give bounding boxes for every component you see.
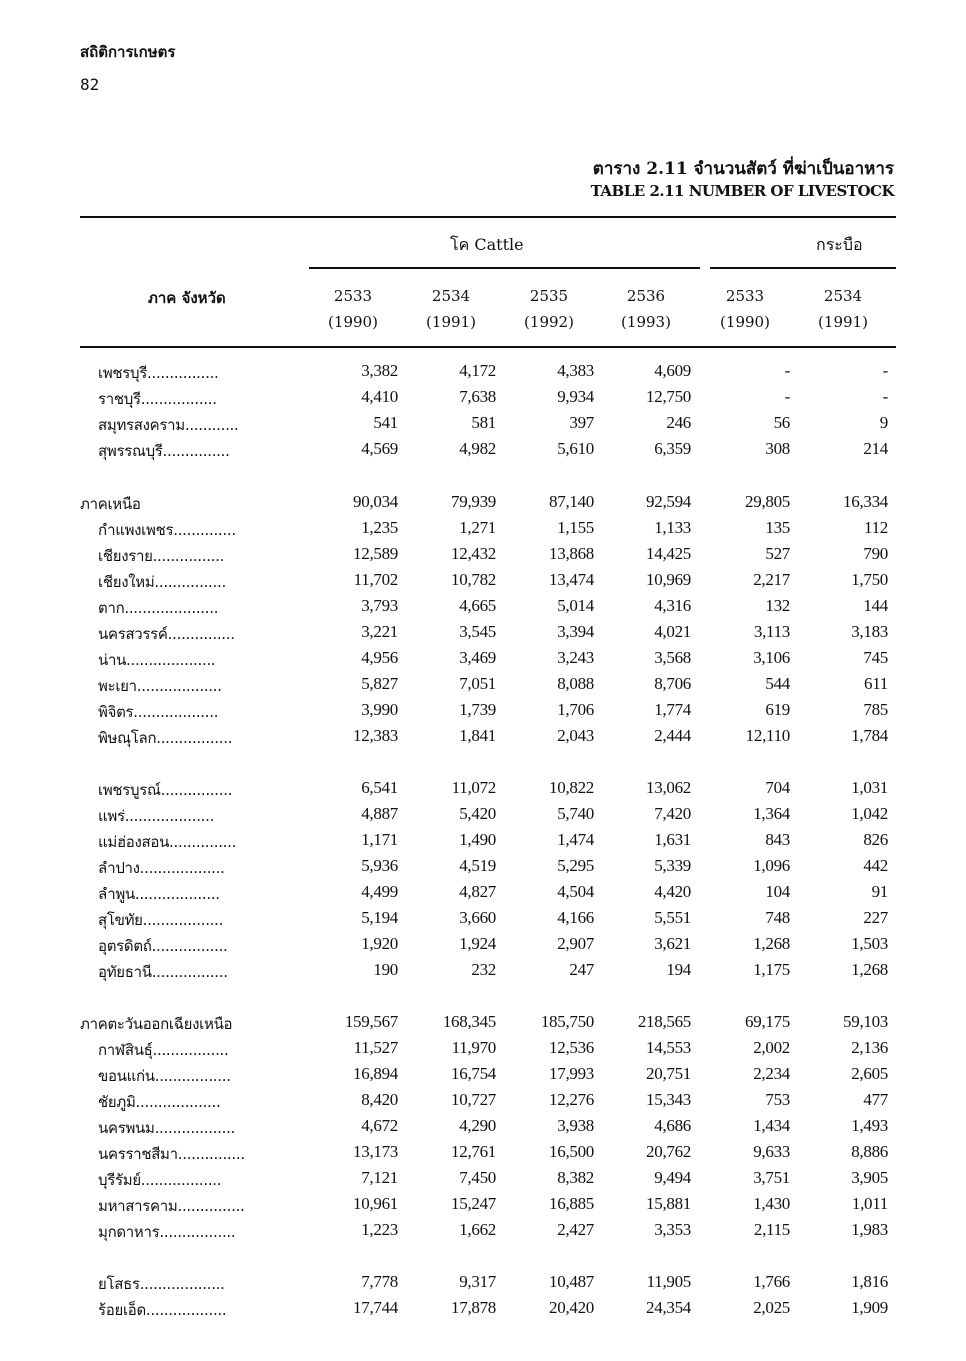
table-row	[0, 1064, 966, 1090]
table-row	[0, 1272, 966, 1298]
table-cell: 3,106	[753, 648, 790, 667]
table-cell: 16,500	[549, 1142, 594, 1161]
table-cell: 4,410	[361, 387, 398, 406]
table-cell: 8,382	[557, 1168, 594, 1187]
table-cell: 14,553	[646, 1038, 691, 1057]
table-cell: 5,014	[557, 596, 594, 615]
table-row	[0, 413, 966, 439]
table-cell: 1,493	[851, 1116, 888, 1135]
table-cell: 247	[569, 960, 594, 979]
table-cell: 1,750	[851, 570, 888, 589]
row-label: สุโขทัย..................	[98, 911, 224, 929]
table-cell: 785	[863, 700, 888, 719]
table-cell: 2,234	[753, 1064, 790, 1083]
column-header: 2534 (1991)	[426, 287, 476, 331]
table-cell: 1,706	[557, 700, 594, 719]
row-label: กำแพงเพชร..............	[98, 521, 236, 539]
table-cell: 843	[765, 830, 790, 849]
table-cell: 10,961	[353, 1194, 398, 1213]
table-cell: 1,784	[851, 726, 888, 745]
table-cell: 69,175	[745, 1012, 790, 1031]
table-cell: 232	[471, 960, 496, 979]
table-cell: 3,113	[753, 622, 790, 641]
table-cell: 1,909	[851, 1298, 888, 1317]
table-cell: 3,221	[361, 622, 398, 641]
table-cell: 619	[765, 700, 790, 719]
table-cell: 704	[765, 778, 790, 797]
table-cell: 15,881	[646, 1194, 691, 1213]
table-cell: 16,754	[451, 1064, 496, 1083]
table-cell: 227	[863, 908, 888, 927]
table-cell: 4,383	[557, 361, 594, 380]
row-label: เพชรบุรี................	[98, 364, 219, 382]
table-cell: 17,878	[451, 1298, 496, 1317]
table-cell: 442	[863, 856, 888, 875]
table-cell: 1,816	[851, 1272, 888, 1291]
table-cell: 104	[765, 882, 790, 901]
table-row	[0, 908, 966, 934]
table-cell: 190	[373, 960, 398, 979]
row-label: ภาคตะวันออกเฉียงเหนือ	[80, 1015, 233, 1033]
table-row	[0, 1038, 966, 1064]
table-cell: 20,751	[646, 1064, 691, 1083]
table-row	[0, 648, 966, 674]
table-cell: 13,173	[353, 1142, 398, 1161]
table-cell: 1,430	[753, 1194, 790, 1213]
table-cell: 3,243	[557, 648, 594, 667]
table-cell: 5,740	[557, 804, 594, 823]
table-cell: 7,051	[459, 674, 496, 693]
table-cell: 7,420	[654, 804, 691, 823]
table-cell: 4,504	[557, 882, 594, 901]
table-cell: 17,744	[353, 1298, 398, 1317]
table-cell: 12,761	[451, 1142, 496, 1161]
table-cell: 397	[569, 413, 594, 432]
table-top-rule	[80, 216, 896, 218]
table-cell: 9,494	[654, 1168, 691, 1187]
table-cell: 4,982	[459, 439, 496, 458]
row-label: พิษณุโลก.................	[98, 729, 233, 747]
table-cell: 4,887	[361, 804, 398, 823]
stub-header: ภาค จังหวัด	[148, 289, 226, 307]
table-cell: 8,420	[361, 1090, 398, 1109]
table-cell: 745	[863, 648, 888, 667]
table-cell: 1,766	[753, 1272, 790, 1291]
row-label: ภาคเหนือ	[80, 495, 141, 513]
table-cell: 4,686	[654, 1116, 691, 1135]
row-label: สุพรรณบุรี...............	[98, 442, 230, 460]
table-cell: 1,155	[557, 518, 594, 537]
table-cell: 1,434	[753, 1116, 790, 1135]
table-cell: 10,727	[451, 1090, 496, 1109]
table-row	[0, 1220, 966, 1246]
table-cell: 1,268	[753, 934, 790, 953]
table-caption-english: TABLE 2.11 NUMBER OF LIVESTOCK	[590, 182, 894, 200]
table-cell: 12,110	[745, 726, 790, 745]
table-cell: 1,271	[459, 518, 496, 537]
table-cell: 12,276	[549, 1090, 594, 1109]
table-cell: 92,594	[646, 492, 691, 511]
table-cell: 7,778	[361, 1272, 398, 1291]
table-cell: 9,633	[753, 1142, 790, 1161]
table-cell: 4,569	[361, 439, 398, 458]
table-row	[0, 700, 966, 726]
table-cell: 11,702	[353, 570, 398, 589]
table-cell: 9	[879, 413, 888, 432]
table-cell: 79,939	[451, 492, 496, 511]
table-cell: 12,383	[353, 726, 398, 745]
table-row	[0, 830, 966, 856]
table-cell: 132	[765, 596, 790, 615]
table-cell: 14,425	[646, 544, 691, 563]
table-cell: 541	[373, 413, 398, 432]
column-header: 2535 (1992)	[524, 287, 574, 331]
table-cell: -	[882, 387, 888, 406]
table-cell: 13,062	[646, 778, 691, 797]
table-row	[0, 518, 966, 544]
table-caption-thai: ตาราง 2.11 จำนวนสัตว์ ที่ฆ่าเป็นอาหาร	[592, 159, 894, 179]
table-cell: 9,934	[557, 387, 594, 406]
row-label: พะเยา...................	[98, 677, 222, 695]
table-cell: 4,290	[459, 1116, 496, 1135]
table-cell: 1,268	[851, 960, 888, 979]
table-row	[0, 622, 966, 648]
table-cell: 11,072	[451, 778, 496, 797]
table-cell: 4,499	[361, 882, 398, 901]
table-cell: 1,920	[361, 934, 398, 953]
table-cell: 1,133	[654, 518, 691, 537]
table-cell: 3,353	[654, 1220, 691, 1239]
row-label: สมุทรสงคราม............	[98, 416, 239, 434]
table-cell: 1,235	[361, 518, 398, 537]
table-cell: 1,924	[459, 934, 496, 953]
table-cell: 11,905	[646, 1272, 691, 1291]
column-header: 2533 (1990)	[328, 287, 378, 331]
table-cell: 2,217	[753, 570, 790, 589]
table-cell: 4,519	[459, 856, 496, 875]
column-header: 2534 (1991)	[818, 287, 868, 331]
table-cell: 56	[773, 413, 790, 432]
table-row	[0, 387, 966, 413]
table-cell: 17,993	[549, 1064, 594, 1083]
table-cell: 2,002	[753, 1038, 790, 1057]
table-cell: 308	[765, 439, 790, 458]
table-cell: 1,364	[753, 804, 790, 823]
table-cell: 24,354	[646, 1298, 691, 1317]
header-bottom-rule	[80, 346, 896, 348]
table-cell: 135	[765, 518, 790, 537]
table-cell: 748	[765, 908, 790, 927]
table-cell: 3,905	[851, 1168, 888, 1187]
table-row-region	[0, 1012, 966, 1038]
table-cell: 3,990	[361, 700, 398, 719]
group-header-cattle: โค Cattle	[450, 235, 524, 254]
row-label: อุทัยธานี.................	[98, 963, 228, 981]
table-cell: 2,136	[851, 1038, 888, 1057]
table-cell: 1,983	[851, 1220, 888, 1239]
buffalo-group-rule	[710, 267, 896, 269]
table-cell: 1,175	[753, 960, 790, 979]
table-cell: 3,568	[654, 648, 691, 667]
table-cell: 91	[871, 882, 888, 901]
row-label: อุตรดิตถ์.................	[98, 937, 228, 955]
table-row	[0, 856, 966, 882]
table-row	[0, 804, 966, 830]
row-label: เพชรบูรณ์................	[98, 781, 233, 799]
table-row	[0, 726, 966, 752]
table-row	[0, 596, 966, 622]
page-number: 82	[80, 75, 100, 94]
table-cell: 1,474	[557, 830, 594, 849]
table-cell: 168,345	[442, 1012, 496, 1031]
table-row	[0, 1116, 966, 1142]
table-row-region	[0, 492, 966, 518]
table-cell: 20,762	[646, 1142, 691, 1161]
table-cell: 4,316	[654, 596, 691, 615]
table-cell: 59,103	[843, 1012, 888, 1031]
table-row	[0, 544, 966, 570]
table-cell: 10,969	[646, 570, 691, 589]
table-cell: 1,503	[851, 934, 888, 953]
table-row	[0, 934, 966, 960]
column-header: 2533 (1990)	[720, 287, 770, 331]
table-cell: 4,609	[654, 361, 691, 380]
table-cell: 16,894	[353, 1064, 398, 1083]
table-cell: 4,172	[459, 361, 496, 380]
table-cell: 5,295	[557, 856, 594, 875]
table-cell: 790	[863, 544, 888, 563]
table-cell: 1,223	[361, 1220, 398, 1239]
table-cell: 8,088	[557, 674, 594, 693]
row-label: นครสวรรค์...............	[98, 625, 235, 643]
table-cell: 5,610	[557, 439, 594, 458]
table-cell: 13,474	[549, 570, 594, 589]
row-label: ยโสธร...................	[98, 1275, 225, 1293]
table-cell: 1,631	[654, 830, 691, 849]
row-label: พิจิตร...................	[98, 703, 219, 721]
table-cell: 194	[666, 960, 691, 979]
table-cell: 15,343	[646, 1090, 691, 1109]
table-row	[0, 1298, 966, 1324]
table-cell: 16,885	[549, 1194, 594, 1213]
table-cell: 3,394	[557, 622, 594, 641]
table-row	[0, 439, 966, 465]
table-cell: 1,841	[459, 726, 496, 745]
table-cell: 2,043	[557, 726, 594, 745]
table-cell: 2,025	[753, 1298, 790, 1317]
row-label: ลำปาง...................	[98, 859, 225, 877]
row-label: ราชบุรี.................	[98, 390, 217, 408]
table-cell: 5,936	[361, 856, 398, 875]
table-cell: 3,545	[459, 622, 496, 641]
table-cell: -	[784, 361, 790, 380]
table-cell: 3,793	[361, 596, 398, 615]
row-label: นครราชสีมา...............	[98, 1145, 245, 1163]
table-cell: 7,450	[459, 1168, 496, 1187]
table-cell: 7,638	[459, 387, 496, 406]
row-label: ชัยภูมิ...................	[98, 1093, 221, 1111]
table-cell: 15,247	[451, 1194, 496, 1213]
table-cell: 2,605	[851, 1064, 888, 1083]
table-cell: 1,096	[753, 856, 790, 875]
table-row	[0, 361, 966, 387]
row-label: ร้อยเอ็ด..................	[98, 1301, 227, 1319]
table-cell: 12,750	[646, 387, 691, 406]
row-label: กาฬสินธุ์.................	[98, 1041, 229, 1059]
row-label: เชียงใหม่................	[98, 573, 226, 591]
table-cell: 87,140	[549, 492, 594, 511]
row-label: มหาสารคาม...............	[98, 1197, 245, 1215]
table-cell: 5,551	[654, 908, 691, 927]
row-label: เชียงราย................	[98, 547, 225, 565]
table-cell: 3,621	[654, 934, 691, 953]
table-cell: 12,589	[353, 544, 398, 563]
row-label: ขอนแก่น.................	[98, 1067, 231, 1085]
series-title: สถิติการเกษตร	[80, 43, 176, 61]
table-cell: 16,334	[843, 492, 888, 511]
table-cell: 544	[765, 674, 790, 693]
table-cell: 477	[863, 1090, 888, 1109]
table-cell: 1,490	[459, 830, 496, 849]
table-cell: 144	[863, 596, 888, 615]
table-cell: 214	[863, 439, 888, 458]
table-cell: 753	[765, 1090, 790, 1109]
table-cell: 1,662	[459, 1220, 496, 1239]
table-cell: 6,541	[361, 778, 398, 797]
table-row	[0, 674, 966, 700]
table-cell: 185,750	[540, 1012, 594, 1031]
table-cell: 3,660	[459, 908, 496, 927]
group-header-buffalo: กระบือ	[816, 235, 863, 254]
table-cell: 5,827	[361, 674, 398, 693]
table-cell: 90,034	[353, 492, 398, 511]
table-cell: 5,339	[654, 856, 691, 875]
table-cell: 5,420	[459, 804, 496, 823]
row-label: ลำพูน...................	[98, 885, 220, 903]
table-cell: 9,317	[459, 1272, 496, 1291]
table-cell: 826	[863, 830, 888, 849]
table-cell: 20,420	[549, 1298, 594, 1317]
table-cell: 581	[471, 413, 496, 432]
table-row	[0, 1168, 966, 1194]
table-row	[0, 960, 966, 986]
row-label: มุกดาหาร.................	[98, 1223, 236, 1241]
table-cell: 3,382	[361, 361, 398, 380]
table-cell: 611	[864, 674, 888, 693]
table-cell: 1,042	[851, 804, 888, 823]
table-cell: 13,868	[549, 544, 594, 563]
table-cell: 1,774	[654, 700, 691, 719]
table-cell: -	[784, 387, 790, 406]
table-cell: 3,751	[753, 1168, 790, 1187]
cattle-group-rule	[309, 267, 700, 269]
table-row	[0, 882, 966, 908]
table-cell: 10,822	[549, 778, 594, 797]
table-row	[0, 1090, 966, 1116]
table-cell: 2,444	[654, 726, 691, 745]
row-label: นครพนม..................	[98, 1119, 235, 1137]
table-cell: 246	[666, 413, 691, 432]
table-row	[0, 570, 966, 596]
row-label: แพร่....................	[98, 807, 215, 825]
table-cell: 11,527	[353, 1038, 398, 1057]
table-cell: 10,487	[549, 1272, 594, 1291]
row-label: แม่ฮ่องสอน...............	[98, 833, 237, 851]
table-cell: 7,121	[361, 1168, 398, 1187]
table-row	[0, 1194, 966, 1220]
table-row	[0, 1142, 966, 1168]
table-cell: 5,194	[361, 908, 398, 927]
table-cell: 8,886	[851, 1142, 888, 1161]
table-cell: 1,011	[851, 1194, 888, 1213]
table-cell: 4,665	[459, 596, 496, 615]
table-cell: 3,183	[851, 622, 888, 641]
table-cell: 4,166	[557, 908, 594, 927]
table-cell: -	[882, 361, 888, 380]
table-cell: 3,469	[459, 648, 496, 667]
table-cell: 4,672	[361, 1116, 398, 1135]
table-cell: 6,359	[654, 439, 691, 458]
table-cell: 29,805	[745, 492, 790, 511]
row-label: น่าน....................	[98, 651, 216, 669]
table-cell: 4,827	[459, 882, 496, 901]
table-cell: 3,938	[557, 1116, 594, 1135]
column-header: 2536 (1993)	[621, 287, 671, 331]
table-cell: 527	[765, 544, 790, 563]
table-cell: 1,739	[459, 700, 496, 719]
table-cell: 1,171	[361, 830, 398, 849]
table-cell: 112	[864, 518, 888, 537]
table-cell: 4,420	[654, 882, 691, 901]
table-cell: 218,565	[637, 1012, 691, 1031]
table-cell: 4,956	[361, 648, 398, 667]
table-cell: 159,567	[344, 1012, 398, 1031]
row-label: บุรีรัมย์..................	[98, 1171, 222, 1189]
table-cell: 1,031	[851, 778, 888, 797]
table-cell: 12,536	[549, 1038, 594, 1057]
table-cell: 2,907	[557, 934, 594, 953]
table-cell: 11,970	[451, 1038, 496, 1057]
table-cell: 10,782	[451, 570, 496, 589]
table-cell: 2,115	[753, 1220, 790, 1239]
table-cell: 8,706	[654, 674, 691, 693]
table-cell: 4,021	[654, 622, 691, 641]
table-cell: 2,427	[557, 1220, 594, 1239]
table-cell: 12,432	[451, 544, 496, 563]
row-label: ตาก.....................	[98, 599, 219, 617]
table-row	[0, 778, 966, 804]
